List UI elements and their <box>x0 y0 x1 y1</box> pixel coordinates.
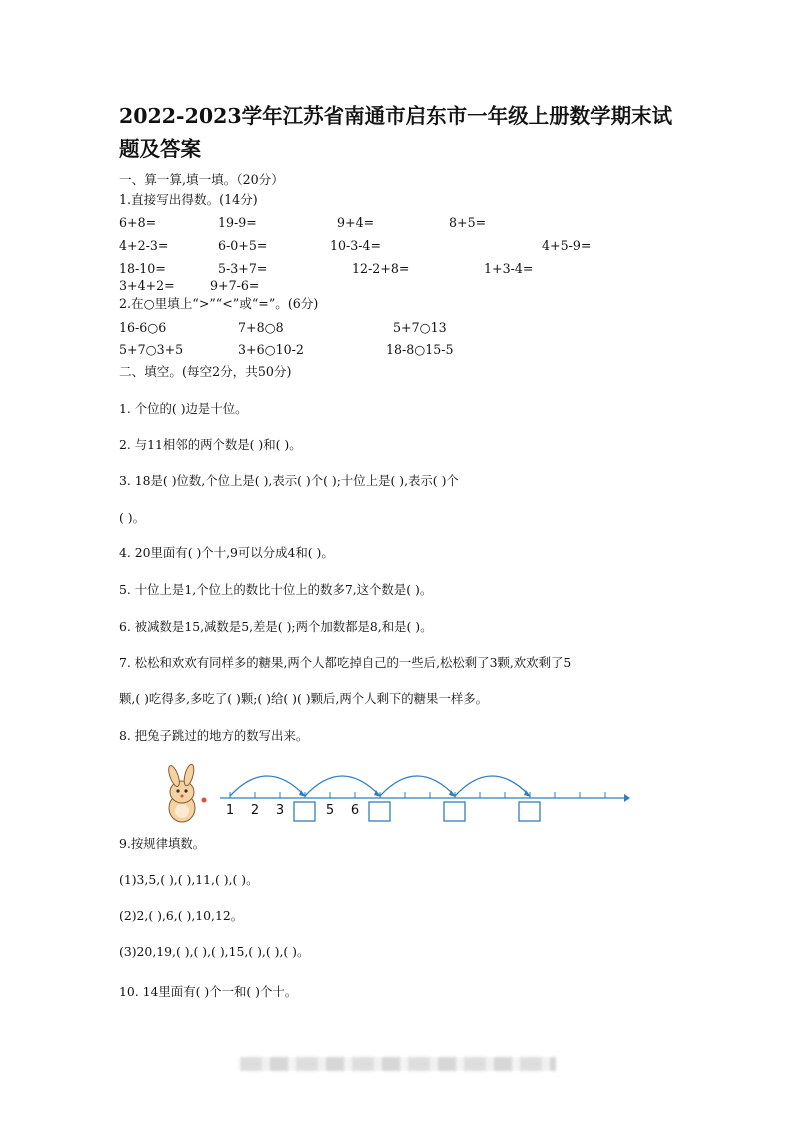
numberline-label: 5 <box>325 803 335 818</box>
question-9-part-2: (2)2,( ),6,( ),10,12。 <box>119 908 244 923</box>
question-1: 1. 个位的( )边是十位。 <box>119 401 248 416</box>
number-line-ticks <box>230 792 605 798</box>
title-line-2: 题及答案 <box>119 137 201 161</box>
footer-watermark <box>240 1057 556 1071</box>
calc-item: 19-9= <box>218 215 257 230</box>
question-9: 9.按规律填数。 <box>119 836 206 851</box>
calc-item: 1+3-4= <box>484 261 534 276</box>
question-7: 7. 松松和欢欢有同样多的糖果,两个人都吃掉自己的一些后,松松剩了3颗,欢欢剩了5 <box>119 655 572 670</box>
section2-heading: 二、填空。(每空2分，共50分) <box>119 364 292 379</box>
rabbit-icon <box>166 763 206 822</box>
answer-box[interactable] <box>294 802 315 821</box>
q2-heading: 2.在○里填上“>”“<”或“=”。(6分) <box>119 296 319 311</box>
page-title <box>119 100 672 166</box>
calc-item: 9+7-6= <box>210 278 260 293</box>
numberline-label: 6 <box>350 803 360 818</box>
calc-item: 6+8= <box>119 215 157 230</box>
calc-item: 8+5= <box>449 215 487 230</box>
numberline-label: 2 <box>250 803 260 818</box>
calc-item: 18-10= <box>119 261 166 276</box>
question-2: 2. 与11相邻的两个数是( )和( )。 <box>119 437 302 452</box>
numberline-label: 3 <box>275 803 285 818</box>
number-line-figure <box>160 762 640 832</box>
q1-heading: 1.直接写出得数。(14分) <box>119 192 258 207</box>
compare-item: 3+6○10-2 <box>238 342 304 357</box>
compare-item: 5+7○13 <box>393 320 447 335</box>
section1-heading: 一、算一算,填一填。（20分） <box>119 172 284 187</box>
answer-box[interactable] <box>369 802 390 821</box>
compare-item: 18-8○15-5 <box>386 342 454 357</box>
question-9-part-3: (3)20,19,( ),( ),( ),15,( ),( ),( )。 <box>119 944 310 959</box>
question-6: 6. 被减数是15,减数是5,差是( );两个加数都是8,和是( )。 <box>119 619 433 634</box>
question-5: 5. 十位上是1,个位上的数比十位上的数多7,这个数是( )。 <box>119 582 433 597</box>
calc-item: 4+2-3= <box>119 238 169 253</box>
question-7-continued: 颗,( )吃得多,多吃了( )颗;( )给( )( )颗后,两个人剩下的糖果一样多。 <box>119 691 489 706</box>
calc-item: 4+5-9= <box>542 238 592 253</box>
title-line-1: 2022-2023学年江苏省南通市启东市一年级上册数学期末试 <box>119 104 673 128</box>
calc-item: 6-0+5= <box>218 238 268 253</box>
compare-item: 5+7○3+5 <box>119 342 184 357</box>
question-3: 3. 18是( )位数,个位上是( ),表示( )个( );十位上是( ),表示( )个 <box>119 473 459 488</box>
calc-item: 3+4+2= <box>119 278 175 293</box>
calc-item: 12-2+8= <box>352 261 410 276</box>
question-8: 8. 把兔子跳过的地方的数写出来。 <box>119 728 309 743</box>
question-10: 10. 14里面有( )个一和( )个十。 <box>119 984 298 999</box>
question-4: 4. 20里面有( )个十,9可以分成4和( )。 <box>119 545 334 560</box>
calc-item: 5-3+7= <box>218 261 268 276</box>
compare-item: 16-6○6 <box>119 320 167 335</box>
question-3-continued: ( )。 <box>119 510 145 525</box>
answer-box[interactable] <box>444 802 465 821</box>
compare-item: 7+8○8 <box>238 320 284 335</box>
calc-item: 10-3-4= <box>330 238 382 253</box>
calc-item: 9+4= <box>337 215 375 230</box>
numberline-label: 1 <box>225 803 235 818</box>
question-9-part-1: (1)3,5,( ),( ),11,( ),( )。 <box>119 872 259 887</box>
answer-box[interactable] <box>519 802 540 821</box>
